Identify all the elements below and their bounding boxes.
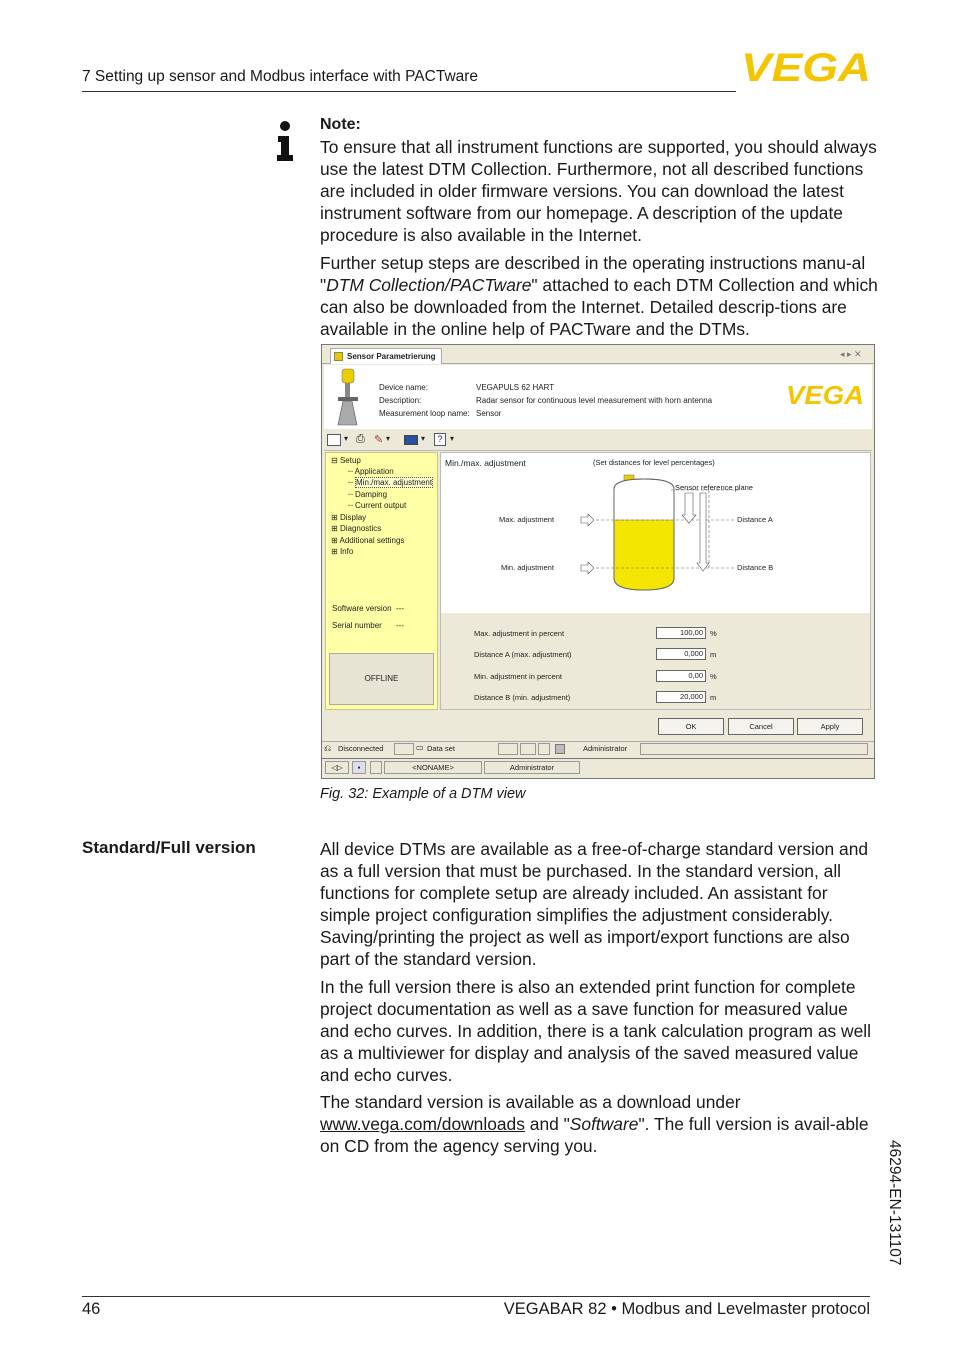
cancel-button[interactable]: Cancel xyxy=(728,718,794,735)
dtm-toolbar xyxy=(324,431,872,451)
status-cell xyxy=(538,743,550,755)
status-cell xyxy=(640,743,868,755)
sensor-icon xyxy=(334,352,343,361)
dropdown-arrow-icon[interactable]: ▾ xyxy=(386,434,391,443)
device-info xyxy=(324,365,872,429)
project-name: <NONAME> xyxy=(384,761,482,774)
software-version-value: --- xyxy=(396,604,404,613)
dtm-vega-logo xyxy=(786,383,866,407)
help-icon[interactable]: ? xyxy=(434,433,446,446)
status-cell xyxy=(520,743,536,755)
navigation-tree xyxy=(325,452,438,710)
serial-number-value: --- xyxy=(396,621,404,630)
adjustment-diagram xyxy=(441,453,870,613)
distance-b-input[interactable]: 20,000 xyxy=(656,691,706,703)
section-heading: Standard/Full version xyxy=(82,838,256,857)
apply-button[interactable]: Apply xyxy=(797,718,863,735)
tree-item-setup[interactable]: ⊟ Setup xyxy=(331,456,361,465)
min-percent-input[interactable]: 0,00 xyxy=(656,670,706,682)
device-name-label: Device name: xyxy=(379,383,428,392)
footer-title: VEGABAR 82 • Modbus and Levelmaster protocol xyxy=(503,1300,870,1318)
tree-item-additional-settings[interactable]: ⊞ Additional settings xyxy=(331,536,405,545)
tree-item-display[interactable]: ⊞ Display xyxy=(331,513,367,522)
note-text: To ensure that all instrument functions are supported, you should always use the latest DTM Collection. Furthermore, not all described functions are included in older firmware versions. You can download the latest instrument software from our homepage. A description of the update procedure is also available in the Internet. xyxy=(320,137,877,245)
offline-status: OFFLINE xyxy=(329,653,434,705)
dataset-status: Data set xyxy=(427,744,455,753)
dtm-screenshot xyxy=(321,344,875,779)
figure-caption: Fig. 32: Example of a DTM view xyxy=(320,786,526,802)
tank-diagram xyxy=(441,453,870,613)
note-title: Note: xyxy=(320,116,361,133)
distance-b-label: Distance B xyxy=(737,563,774,572)
sensor-reference-label: Sensor reference plane xyxy=(675,483,753,492)
dropdown-arrow-icon[interactable]: ▾ xyxy=(421,434,426,443)
tools-icon[interactable]: ✎ xyxy=(374,434,384,446)
tab-sensor-parametrierung[interactable]: Sensor Parametrierung xyxy=(330,348,442,364)
language-flag-icon[interactable] xyxy=(404,435,418,445)
tree-item-application[interactable]: ┈ Application xyxy=(348,467,394,476)
loop-name-label: Measurement loop name: xyxy=(379,409,470,418)
footer-rule xyxy=(82,1296,870,1297)
ok-button[interactable]: OK xyxy=(658,718,724,735)
min-adjustment-label: Min. adjustment xyxy=(501,563,554,572)
connection-icon: ⎌ xyxy=(324,743,332,753)
max-percent-input[interactable]: 100,00 xyxy=(656,627,706,639)
info-icon xyxy=(276,120,296,167)
print-icon[interactable]: ⎙ xyxy=(356,433,365,445)
connection-status: Disconnected xyxy=(338,744,384,753)
field-unit: % xyxy=(710,672,717,681)
tree-item-current-output[interactable]: ┈ Current output xyxy=(348,501,407,510)
status-bar xyxy=(322,741,874,756)
software-version-label: Software version xyxy=(332,604,392,613)
running-header: 7 Setting up sensor and Modbus interface with PACTware xyxy=(82,68,479,85)
vega-logo xyxy=(741,50,873,91)
blank-button[interactable] xyxy=(370,761,382,774)
navigate-icon[interactable]: ◁▷ xyxy=(325,761,349,774)
header-rule xyxy=(82,91,736,92)
user-icon xyxy=(555,744,565,754)
field-label: Min. adjustment in percent xyxy=(474,672,562,681)
page-number: 46 xyxy=(82,1300,101,1318)
adjustment-panel xyxy=(440,452,871,710)
panel-hint: (Set distances for level percentages) xyxy=(593,458,715,467)
tab-nav-icon[interactable]: ◂ ▸ ✕ xyxy=(840,349,862,359)
distance-a-input[interactable]: 0,000 xyxy=(656,648,706,660)
standard-paragraph-2: In the full version there is also an extended print function for complete project documentation as well as a save function for measured value and echo curves. In addition, there is a tank calculation program as well as a multiviewer for display and analysis of the saved measured value and echo curves. xyxy=(320,977,872,1085)
serial-number-label: Serial number xyxy=(332,621,382,630)
description-label: Description: xyxy=(379,396,422,405)
standard-paragraph-3: The standard version is available as a download under www.vega.com/downloads and "Software". The full version is avail-able on CD from the agency serving you. xyxy=(320,1092,869,1156)
document-id: 46294-EN-131107 xyxy=(886,1140,903,1266)
field-unit: % xyxy=(710,629,717,638)
status-cell xyxy=(394,743,414,755)
dropdown-arrow-icon[interactable]: ▾ xyxy=(450,434,455,443)
dropdown-arrow-icon[interactable]: ▾ xyxy=(344,434,349,443)
field-label: Distance B (min. adjustment) xyxy=(474,693,571,702)
field-unit: m xyxy=(710,693,717,702)
view-icon[interactable] xyxy=(327,434,341,446)
taskbar-user: Administrator xyxy=(484,761,580,774)
loop-name-value: Sensor xyxy=(476,409,502,418)
svg-text:VEGA: VEGA xyxy=(786,383,864,407)
description-value: Radar sensor for continuous level measurement with horn antenna xyxy=(476,396,713,405)
note-paragraph-2: Further setup steps are described in the operating instructions manu-al "DTM Collection/PACTware" attached to each DTM Collection and which can also be downloaded from the Internet. Detailed descrip-tions are available in the online help of PACTware and the DTMs. xyxy=(320,253,878,339)
svg-text:VEGA: VEGA xyxy=(741,50,871,86)
tree-item-min-max-adjustment[interactable]: ┈ Min./max. adjustment xyxy=(348,478,433,487)
tree-item-damping[interactable]: ┈ Damping xyxy=(348,490,388,499)
taskbar xyxy=(322,758,874,776)
downloads-link[interactable]: www.vega.com/downloads xyxy=(320,1114,525,1134)
field-label: Distance A (max. adjustment) xyxy=(474,650,572,659)
radar-sensor-icon xyxy=(332,367,362,427)
field-label: Max. adjustment in percent xyxy=(474,629,565,638)
status-cell xyxy=(498,743,518,755)
dataset-icon: ▭ xyxy=(416,743,424,752)
device-name-value: VEGAPULS 62 HART xyxy=(476,383,555,392)
dtm-tab-bar xyxy=(322,345,874,364)
distance-a-label: Distance A xyxy=(737,515,773,524)
max-adjustment-label: Max. adjustment xyxy=(499,515,555,524)
standard-paragraph-1: All device DTMs are available as a free-of-charge standard version and as a full version that must be purchased. In the standard version, all functions for complete setup are already included. An assistant for simple project configuration simplifies the adjustment considerably. Saving/printing the project as well as import/export functions are also part of the standard version. xyxy=(320,839,869,969)
tree-item-info[interactable]: ⊞ Info xyxy=(331,547,354,556)
status-user: Administrator xyxy=(583,744,628,753)
panel-title: Min./max. adjustment xyxy=(445,458,526,468)
tree-item-diagnostics[interactable]: ⊞ Diagnostics xyxy=(331,524,382,533)
user-small-icon[interactable]: ▪ xyxy=(352,761,366,774)
field-unit: m xyxy=(710,650,717,659)
